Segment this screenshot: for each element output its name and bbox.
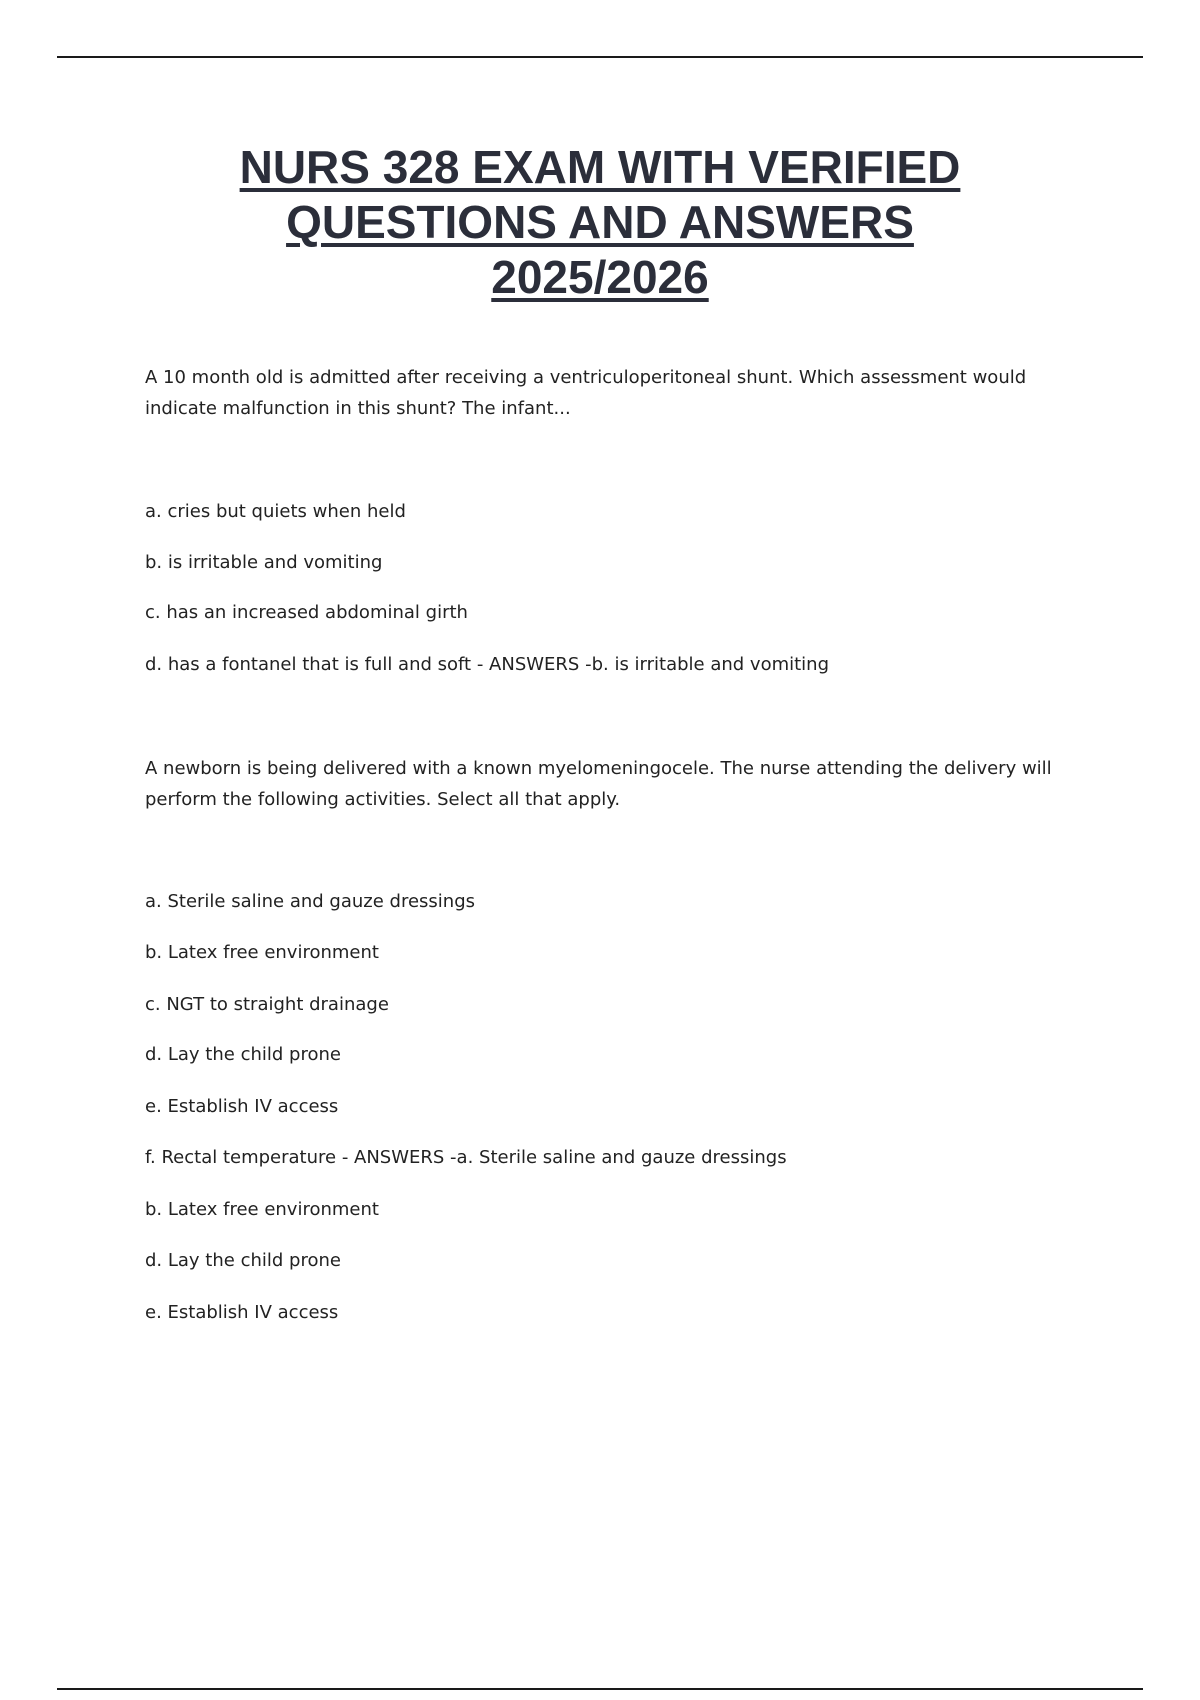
question-2-answer-b: b. Latex free environment bbox=[145, 1199, 379, 1220]
question-1-option-b: b. is irritable and vomiting bbox=[145, 552, 383, 573]
question-1-prompt: A 10 month old is admitted after receiving a ventriculoperitoneal shunt. Which assessment would indicate malfunction in this shunt? The infant... bbox=[145, 367, 1027, 419]
question-1-option-c: c. has an increased abdominal girth bbox=[145, 602, 468, 623]
question-1-option-a: a. cries but quiets when held bbox=[145, 501, 406, 522]
title-line-3: 2025/2026 bbox=[491, 251, 709, 303]
question-2-option-d: d. Lay the child prone bbox=[145, 1044, 341, 1065]
question-2-option-c: c. NGT to straight drainage bbox=[145, 994, 389, 1015]
footer-rule bbox=[57, 1688, 1143, 1690]
question-1-option-d-answer: d. has a fontanel that is full and soft - ANSWERS -b. is irritable and vomiting bbox=[145, 654, 830, 675]
question-2-option-b: b. Latex free environment bbox=[145, 942, 379, 963]
document-title bbox=[0, 140, 1200, 305]
title-line-2: QUESTIONS AND ANSWERS bbox=[286, 196, 914, 248]
question-2-option-f-answer: f. Rectal temperature - ANSWERS -a. Sterile saline and gauze dressings bbox=[145, 1147, 787, 1168]
question-2-answer-d: d. Lay the child prone bbox=[145, 1250, 341, 1271]
question-2-option-e: e. Establish IV access bbox=[145, 1096, 339, 1117]
question-2-answer-e: e. Establish IV access bbox=[145, 1302, 339, 1323]
question-2-option-a: a. Sterile saline and gauze dressings bbox=[145, 891, 476, 912]
header-rule bbox=[57, 56, 1143, 58]
title-line-1: NURS 328 EXAM WITH VERIFIED bbox=[239, 141, 961, 193]
question-2-prompt: A newborn is being delivered with a known myelomeningocele. The nurse attending the delivery will perform the following activities. Select all that apply. bbox=[145, 758, 1052, 810]
